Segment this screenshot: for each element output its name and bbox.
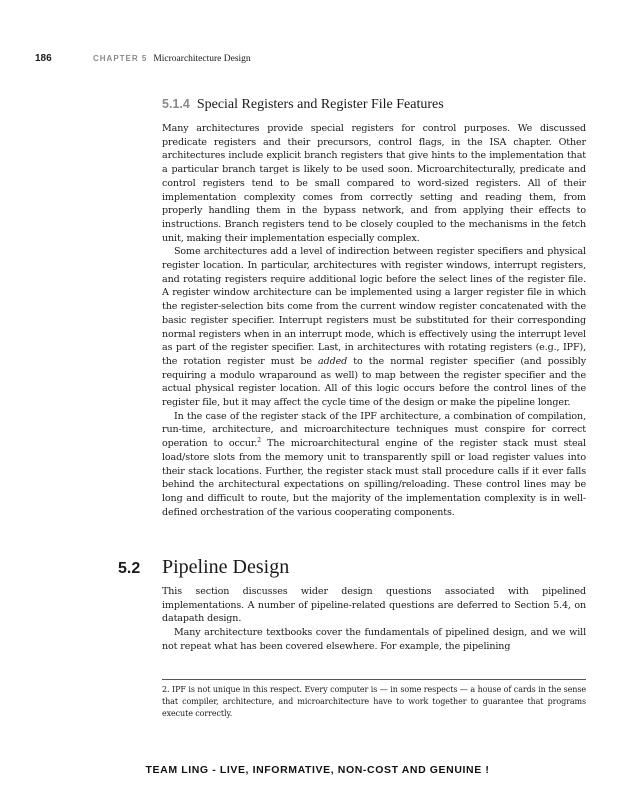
paragraph-text: The microarchitectural engine of the register stack must steal load/store slots from the memory unit to transparently spill or load register values into their stack locations. Further, the register stack must stall procedure calls if it ever falls behind the architectural expectations on spilling/reloading. These control lines may be long and difficult to route, but the majority of the implementation complexity is in well-defined orchestration of the various cooperating components. <box>162 438 586 518</box>
footnote: 2. IPF is not unique in this respect. Every computer is — in some respects — a house of cards in the sense that compiler, architecture, and microarchitecture have to work together to guarantee that programs execute correctly. <box>162 685 586 718</box>
paragraph-text: to the normal register specifier (and possibly requiring a modulo wraparound as well) to map between the register specifier and the actual physical register location. All of this logic occurs before the control lines of the register file, but it may affect the cycle time of the design or make the pipeline longer. <box>162 355 586 409</box>
paragraph <box>162 410 586 520</box>
paragraph: Many architectures provide special registers for control purposes. We discussed predicate registers and their precursors, control flags, in the ISA chapter. Other architectures include explicit branch registers that give hints to the implementation that a particular branch target is likely to be used soon. Microarchitecturally, predicate and control registers tend to be small compared to word-sized registers. All of their implementation complexity comes from correctly setting and reading them, from properly handling them in the bypass network, and from applying their effects to instructions. Branch registers tend to be closely coupled to the mechanisms in the fetch unit, making their implementation especially complex. <box>162 123 586 244</box>
footnote-reference[interactable]: 2 <box>257 437 261 444</box>
section-title: Special Registers and Register File Features <box>196 97 444 112</box>
running-header <box>35 53 595 65</box>
chapter-title: Microarchitecture Design <box>153 54 251 64</box>
paragraph <box>162 245 586 409</box>
paragraph-text: Some architectures add a level of indirection between register specifiers and physical register location. In particular, architectures with register windows, interrupt registers, and rotating registers require additional logic before the select lines of the register file. A register window architecture can be implemented using a larger register file in which the register-selection bits come from the current window register concatenated with the basic register specifier. Interrupt registers must be substituted for their corresponding normal registers when in an interrupt mode, which is effectively using the interrupt level as part of the register specifier. Last, in architectures with rotating registers (e.g., IPF), the rotation register must be <box>162 246 586 367</box>
page-number: 186 <box>35 53 52 64</box>
section-heading-5-2 <box>118 556 289 579</box>
chapter-label: CHAPTER 5 <box>93 54 148 63</box>
section-heading-5-1-4 <box>162 97 444 113</box>
section-5-1-4-body <box>162 122 586 519</box>
footer-banner: TEAM LING - LIVE, INFORMATIVE, NON-COST AND GENUINE ! <box>145 764 490 776</box>
paragraph-text: In the case of the register stack of the IPF architecture, a combination of compilation, run-time, architecture, and microarchitecture techniques must conspire for correct operation to occur. <box>162 410 586 450</box>
section-number: 5.1.4 <box>162 97 190 111</box>
section-title: Pipeline Design <box>162 556 290 578</box>
emphasis-text: added <box>318 355 348 367</box>
footnote-divider <box>162 679 586 680</box>
paragraph: Many architecture textbooks cover the fundamentals of pipelined design, and we will not repeat what has been covered elsewhere. For example, the pipelining <box>162 627 586 652</box>
section-5-2-body <box>162 585 586 654</box>
section-number: 5.2 <box>118 560 141 577</box>
paragraph: This section discusses wider design questions associated with pipelined implementations. A number of pipeline-related questions are deferred to Section 5.4, on datapath design. <box>162 586 586 625</box>
